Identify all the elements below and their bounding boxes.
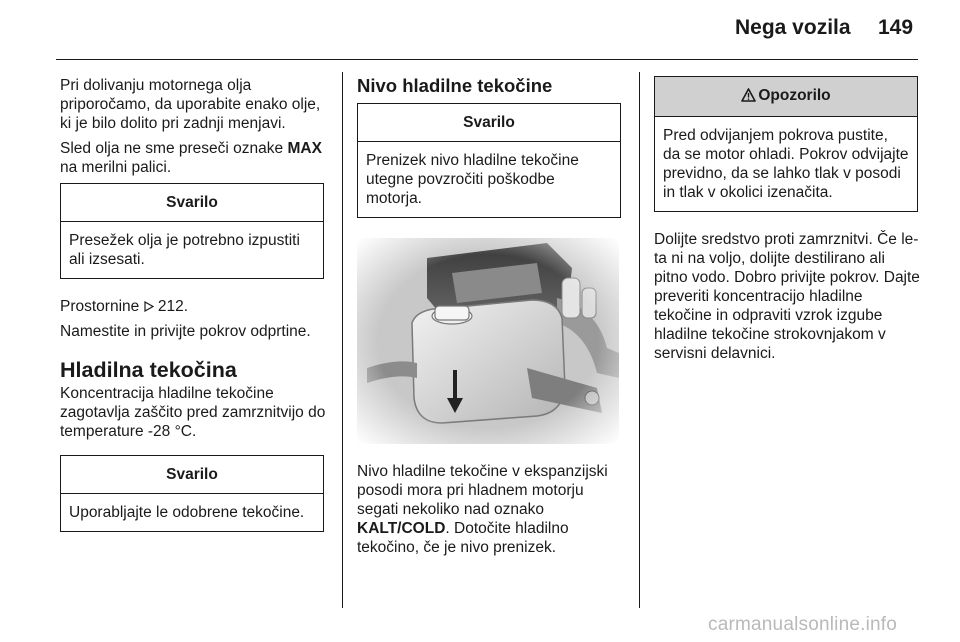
- caution-box-title: Svarilo: [358, 104, 620, 142]
- column-divider-2: [639, 72, 640, 608]
- warning-box: [654, 76, 918, 212]
- caution-box-title: Svarilo: [61, 184, 323, 222]
- caution-box-coolant: [60, 455, 324, 532]
- column-2: [357, 76, 625, 557]
- paragraph-capacities: [60, 297, 328, 316]
- page-reference-arrow-icon: [144, 298, 154, 315]
- page-header-title: Nega vozila: [735, 16, 851, 39]
- page-reference-link[interactable]: 212.: [153, 298, 189, 315]
- caution-box-text: Presežek olja je potrebno izpustiti ali izsesati.: [69, 232, 300, 268]
- kalt-cold-mark-label: KALT/COLD: [357, 520, 446, 537]
- caution-box-text: Uporabljajte le odobrene tekočine.: [69, 504, 305, 521]
- paragraph-oil-topup: Pri dolivanju motornega olja priporočamo, da uporabite enako olje, ki je bilo dolito pri zadnji menjavi.: [60, 77, 321, 132]
- paragraph-oil-level: [60, 139, 328, 177]
- page-number: 149: [878, 16, 914, 39]
- warning-title-text: Opozorilo: [758, 87, 831, 104]
- caution-box-oil: [60, 183, 324, 279]
- paragraph-coolant-level: [357, 462, 625, 557]
- paragraph-coolant-concentration: Koncentracija hladilne tekočine zagotavlja zaščito pred zamrznitvijo do temperature -28 °C.: [60, 385, 326, 440]
- text-span: Nivo hladilne tekočine v ekspanzijski posodi mora pri hladnem motorju segati nekoliko nad oznako: [357, 463, 608, 518]
- caution-box-text: Prenizek nivo hladilne tekočine utegne povzročiti poškodbe motorja.: [366, 152, 579, 207]
- coolant-reservoir-illustration: [357, 238, 619, 444]
- section-title-coolant: Hladilna tekočina: [60, 358, 237, 382]
- text-span: . Dotočite hladilno tekočino, če je nivo prenizek.: [357, 520, 569, 556]
- column-divider-1: [342, 72, 343, 608]
- max-mark-label: MAX: [287, 140, 322, 157]
- coolant-reservoir-photo: [357, 238, 619, 444]
- text-span: Prostornine: [60, 298, 144, 315]
- warning-box-title: [655, 77, 917, 117]
- caution-box-title: Svarilo: [61, 456, 323, 494]
- paragraph-antifreeze: Dolijte sredstvo proti zamrznitvi. Če le-ta ni na voljo, dolijte destilirano ali pitno vodo. Dobro privijte pokrov. Dajte preveriti koncentracijo hladilne tekočine in odpraviti vzrok izgube hladilne tekočine strokovnjakom v servisni delavnici.: [654, 231, 920, 362]
- watermark: carmanualsonline.info: [708, 614, 898, 635]
- header-rule: [56, 59, 918, 60]
- paragraph-cap: Namestite in privijte pokrov odprtine.: [60, 323, 311, 340]
- subsection-title-coolant-level: Nivo hladilne tekočine: [357, 75, 553, 96]
- warning-triangle-icon: [741, 88, 756, 107]
- column-1: [60, 76, 328, 532]
- warning-box-text: Pred odvijanjem pokrova pustite, da se motor ohladi. Pokrov odvijajte previdno, da se lahko tlak v posodi in tlak v okolici izenačita.: [663, 127, 909, 201]
- caution-box-level: [357, 103, 621, 218]
- column-3: [654, 76, 922, 363]
- text-span: na merilni palici.: [60, 159, 172, 176]
- text-span: Sled olja ne sme preseči oznake: [60, 140, 288, 157]
